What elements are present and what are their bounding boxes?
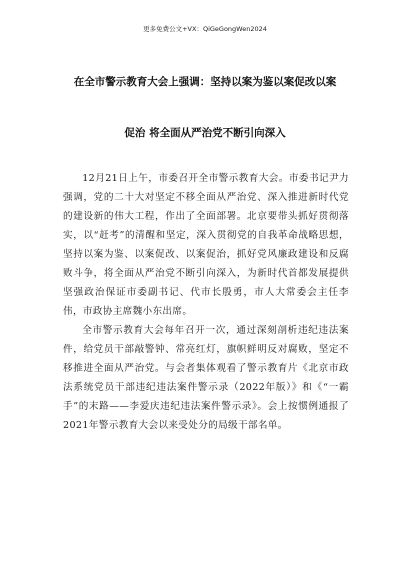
document-title-line-1: 在全市警示教育大会上强调：坚持以案为鉴以案促改以案: [73, 76, 337, 88]
document-body: [63, 169, 349, 435]
document-title-line-2: 促治 将全面从严治党不断引向深入: [124, 127, 286, 139]
body-paragraph-2: 全市警示教育大会每年召开一次，通过深刻剖析违纪违法案件，给党员干部敲警钟、常亮红灯，旗帜鲜明反对腐败，坚定不移推进全面从严治党。与会者集体观看了警示教育片《北京市政法系统党员干部违纪违法案件警示录（2022年版）》和《“一霸手”的末路——李爱庆违纪违法案件警示录》。会上按惯例通报了2021年警示教育大会以来受处分的局级干部名单。: [63, 325, 349, 431]
header-watermark: 更多免费公文+VX：QiGeGongWen2024: [143, 25, 267, 33]
body-paragraph-1: 12月21日上午，市委召开全市警示教育大会。市委书记尹力强调，党的二十大对坚定不移全面从严治党、深入推进新时代党的建设新的伟大工程，作出了全面部署。北京要带头抓好贯彻落实，以“赶考”的清醒和坚定，深入贯彻党的自我革命战略思想，坚持以案为鉴、以案促改、以案促治，抓好党风廉政建设和反腐败斗争，将全面从严治党不断引向深入，为新时代首都发展提供坚强政治保证市委副书记、代市长殷勇，市人大常委会主任李伟，市政协主席魏小东出席。: [63, 173, 349, 317]
